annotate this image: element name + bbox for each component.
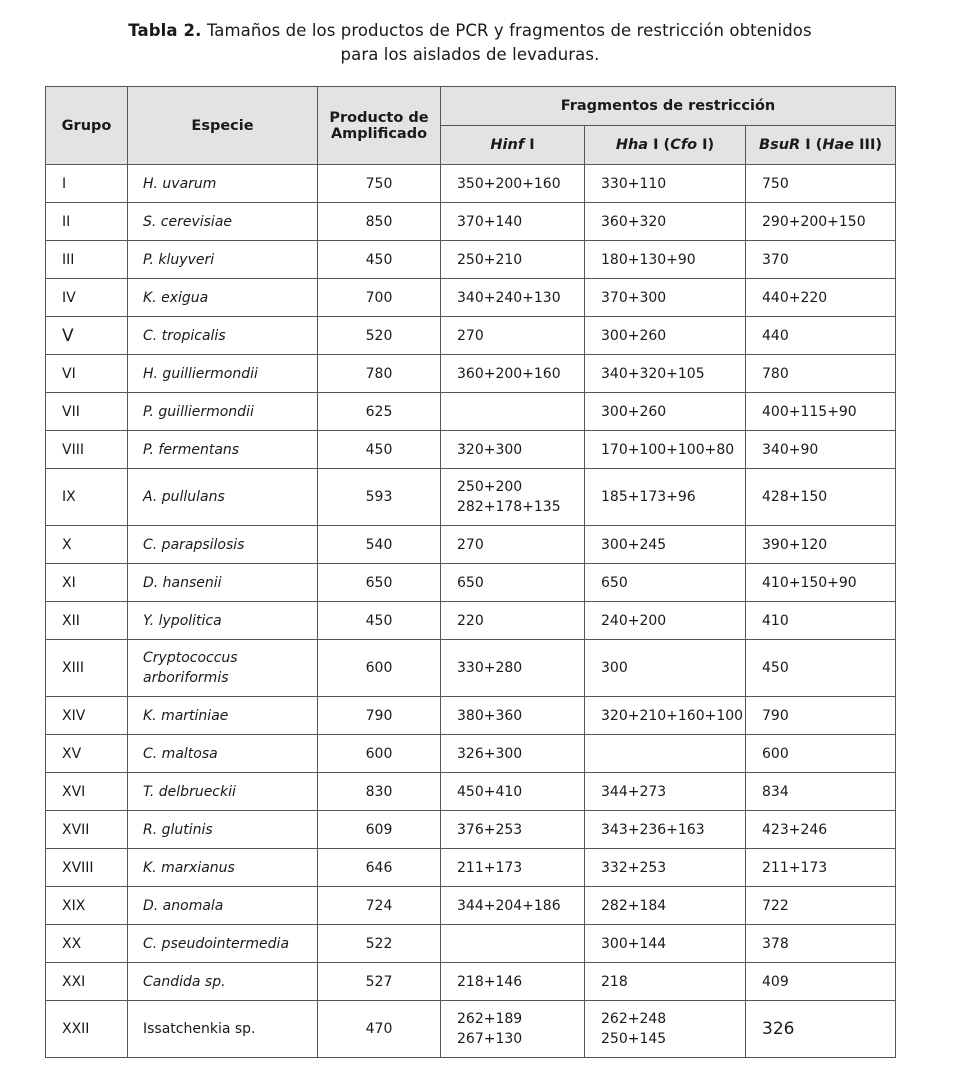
table-row xyxy=(46,887,896,925)
cell-grupo: V xyxy=(46,317,128,355)
cell-bsur: 410 xyxy=(746,602,896,640)
caption-line-1 xyxy=(0,19,940,43)
cell-hinf: 270 xyxy=(441,526,585,564)
table-row xyxy=(46,811,896,849)
cell-producto: 600 xyxy=(318,735,441,773)
cell-grupo: II xyxy=(46,203,128,241)
cell-producto: 450 xyxy=(318,241,441,279)
cell-bsur: 410+150+90 xyxy=(746,564,896,602)
cell-producto: 520 xyxy=(318,317,441,355)
table-row xyxy=(46,279,896,317)
table-row xyxy=(46,963,896,1001)
cell-producto: 724 xyxy=(318,887,441,925)
cell-especie: R. glutinis xyxy=(128,811,318,849)
cell-producto: 450 xyxy=(318,602,441,640)
cell-bsur: 409 xyxy=(746,963,896,1001)
cell-grupo: XV xyxy=(46,735,128,773)
cell-hha: 185+173+96 xyxy=(585,469,746,526)
cell-hha-line-1: 262+248 xyxy=(601,1011,667,1027)
cell-producto: 650 xyxy=(318,564,441,602)
caption-line-2: para los aislados de levaduras. xyxy=(340,45,600,64)
cell-hha: 370+300 xyxy=(585,279,746,317)
cell-especie: K. martiniae xyxy=(128,697,318,735)
table-row xyxy=(46,1001,896,1058)
header-bsur xyxy=(746,126,896,165)
header-hha-enzyme: Hha xyxy=(615,137,649,153)
cell-especie xyxy=(128,640,318,697)
table-row xyxy=(46,697,896,735)
cell-hinf: 220 xyxy=(441,602,585,640)
table-row xyxy=(46,773,896,811)
cell-hha: 218 xyxy=(585,963,746,1001)
cell-hinf: 370+140 xyxy=(441,203,585,241)
cell-hinf-line-1: 250+200 xyxy=(457,479,523,495)
cell-hinf: 376+253 xyxy=(441,811,585,849)
cell-hha: 343+236+163 xyxy=(585,811,746,849)
cell-producto: 780 xyxy=(318,355,441,393)
cell-especie: D. hansenii xyxy=(128,564,318,602)
cell-hinf: 350+200+160 xyxy=(441,165,585,203)
cell-hha: 344+273 xyxy=(585,773,746,811)
cell-bsur: 340+90 xyxy=(746,431,896,469)
cell-hha: 340+320+105 xyxy=(585,355,746,393)
cell-grupo: III xyxy=(46,241,128,279)
cell-grupo: XXI xyxy=(46,963,128,1001)
cell-hha: 240+200 xyxy=(585,602,746,640)
cell-grupo: XI xyxy=(46,564,128,602)
table-row xyxy=(46,203,896,241)
cell-producto: 700 xyxy=(318,279,441,317)
pcr-results-table xyxy=(45,86,896,1058)
cell-producto: 625 xyxy=(318,393,441,431)
table-row xyxy=(46,735,896,773)
cell-hinf xyxy=(441,393,585,431)
table-row xyxy=(46,526,896,564)
cell-hha: 300+260 xyxy=(585,393,746,431)
cell-especie: C. tropicalis xyxy=(128,317,318,355)
cell-hha: 650 xyxy=(585,564,746,602)
table-row xyxy=(46,317,896,355)
header-hha xyxy=(585,126,746,165)
cell-bsur: 834 xyxy=(746,773,896,811)
header-hinf-enzyme: Hinf xyxy=(490,137,525,153)
cell-hinf: 450+410 xyxy=(441,773,585,811)
cell-hinf: 380+360 xyxy=(441,697,585,735)
cell-hinf: 326+300 xyxy=(441,735,585,773)
caption-text-1: Tamaños de los productos de PCR y fragmentos de restricción obtenidos xyxy=(206,21,812,40)
cell-hha xyxy=(585,735,746,773)
table-row xyxy=(46,355,896,393)
header-especie: Especie xyxy=(128,87,318,165)
cell-producto: 527 xyxy=(318,963,441,1001)
cell-especie: K. marxianus xyxy=(128,849,318,887)
cell-grupo: XIV xyxy=(46,697,128,735)
cell-producto: 830 xyxy=(318,773,441,811)
cell-producto: 600 xyxy=(318,640,441,697)
cell-bsur: 390+120 xyxy=(746,526,896,564)
cell-bsur: 440 xyxy=(746,317,896,355)
cell-hha: 300+144 xyxy=(585,925,746,963)
table-row xyxy=(46,241,896,279)
cell-bsur: 370 xyxy=(746,241,896,279)
header-hae-enzyme: Hae xyxy=(822,137,855,153)
cell-bsur: 326 xyxy=(746,1001,896,1058)
cell-bsur: 400+115+90 xyxy=(746,393,896,431)
cell-especie-line-2: arboriformis xyxy=(143,670,229,686)
cell-hha: 332+253 xyxy=(585,849,746,887)
cell-especie: C. maltosa xyxy=(128,735,318,773)
cell-especie: Candida sp. xyxy=(128,963,318,1001)
cell-bsur: 790 xyxy=(746,697,896,735)
cell-hinf: 330+280 xyxy=(441,640,585,697)
cell-grupo: IV xyxy=(46,279,128,317)
cell-especie: H. uvarum xyxy=(128,165,318,203)
cell-hinf-line-1: 262+189 xyxy=(457,1011,523,1027)
caption-label: Tabla 2. xyxy=(128,21,202,40)
cell-hha: 300+260 xyxy=(585,317,746,355)
cell-hha xyxy=(585,1001,746,1058)
cell-producto: 470 xyxy=(318,1001,441,1058)
cell-especie: C. pseudointermedia xyxy=(128,925,318,963)
cell-especie: P. guilliermondii xyxy=(128,393,318,431)
cell-especie: P. fermentans xyxy=(128,431,318,469)
cell-especie: D. anomala xyxy=(128,887,318,925)
table-row xyxy=(46,165,896,203)
header-producto xyxy=(318,87,441,165)
cell-producto: 540 xyxy=(318,526,441,564)
cell-hha: 320+210+160+100 xyxy=(585,697,746,735)
cell-hinf: 650 xyxy=(441,564,585,602)
cell-hha: 300+245 xyxy=(585,526,746,564)
cell-grupo: XVII xyxy=(46,811,128,849)
cell-grupo: XIX xyxy=(46,887,128,925)
cell-hinf xyxy=(441,469,585,526)
cell-grupo: VI xyxy=(46,355,128,393)
table-row xyxy=(46,925,896,963)
header-fragmentos: Fragmentos de restricción xyxy=(441,87,896,126)
header-hha-mid: I ( xyxy=(648,137,671,153)
cell-especie: P. kluyveri xyxy=(128,241,318,279)
cell-hha: 180+130+90 xyxy=(585,241,746,279)
cell-hha: 300 xyxy=(585,640,746,697)
cell-hha: 170+100+100+80 xyxy=(585,431,746,469)
header-bsur-mid: I ( xyxy=(800,137,823,153)
header-producto-line-2: Amplificado xyxy=(330,125,428,142)
cell-bsur: 722 xyxy=(746,887,896,925)
cell-hha-line-2: 250+145 xyxy=(601,1031,667,1047)
header-hinf xyxy=(441,126,585,165)
cell-hinf: 340+240+130 xyxy=(441,279,585,317)
cell-hinf: 218+146 xyxy=(441,963,585,1001)
cell-hinf xyxy=(441,925,585,963)
table-row xyxy=(46,469,896,526)
table-row xyxy=(46,431,896,469)
cell-grupo: XX xyxy=(46,925,128,963)
cell-especie: Issatchenkia sp. xyxy=(128,1001,318,1058)
header-bsur-enzyme: BsuR xyxy=(759,137,801,153)
header-hinf-suffix: I xyxy=(524,137,535,153)
header-grupo: Grupo xyxy=(46,87,128,165)
cell-producto: 522 xyxy=(318,925,441,963)
cell-hinf: 344+204+186 xyxy=(441,887,585,925)
header-hha-end: I) xyxy=(697,137,715,153)
header-producto-line-1: Producto de xyxy=(329,109,429,126)
cell-bsur: 440+220 xyxy=(746,279,896,317)
cell-grupo: I xyxy=(46,165,128,203)
cell-hinf: 270 xyxy=(441,317,585,355)
cell-especie: A. pullulans xyxy=(128,469,318,526)
cell-grupo: X xyxy=(46,526,128,564)
cell-producto: 850 xyxy=(318,203,441,241)
cell-bsur: 423+246 xyxy=(746,811,896,849)
cell-grupo: VIII xyxy=(46,431,128,469)
cell-hinf-line-2: 267+130 xyxy=(457,1031,523,1047)
cell-especie: C. parapsilosis xyxy=(128,526,318,564)
cell-grupo: XXII xyxy=(46,1001,128,1058)
cell-producto: 790 xyxy=(318,697,441,735)
cell-hinf: 211+173 xyxy=(441,849,585,887)
cell-especie: T. delbrueckii xyxy=(128,773,318,811)
table-row xyxy=(46,640,896,697)
cell-hha: 360+320 xyxy=(585,203,746,241)
cell-producto: 450 xyxy=(318,431,441,469)
cell-hinf-line-2: 282+178+135 xyxy=(457,499,561,515)
cell-especie: S. cerevisiae xyxy=(128,203,318,241)
cell-hha: 330+110 xyxy=(585,165,746,203)
table-row xyxy=(46,849,896,887)
cell-hinf: 360+200+160 xyxy=(441,355,585,393)
cell-hinf: 250+210 xyxy=(441,241,585,279)
cell-producto: 750 xyxy=(318,165,441,203)
cell-hinf: 320+300 xyxy=(441,431,585,469)
cell-bsur: 378 xyxy=(746,925,896,963)
cell-especie: Y. lypolitica xyxy=(128,602,318,640)
cell-hinf xyxy=(441,1001,585,1058)
header-cfo-enzyme: Cfo xyxy=(670,137,698,153)
table-row xyxy=(46,564,896,602)
cell-producto: 646 xyxy=(318,849,441,887)
cell-bsur: 750 xyxy=(746,165,896,203)
cell-bsur: 600 xyxy=(746,735,896,773)
table-row xyxy=(46,602,896,640)
cell-especie: K. exigua xyxy=(128,279,318,317)
cell-grupo: XIII xyxy=(46,640,128,697)
cell-grupo: IX xyxy=(46,469,128,526)
header-bsur-end: III) xyxy=(854,137,882,153)
cell-grupo: VII xyxy=(46,393,128,431)
cell-bsur: 428+150 xyxy=(746,469,896,526)
table-caption xyxy=(0,19,940,67)
cell-especie-line-1: Cryptococcus xyxy=(143,650,238,666)
cell-hha: 282+184 xyxy=(585,887,746,925)
cell-grupo: XVI xyxy=(46,773,128,811)
cell-bsur: 780 xyxy=(746,355,896,393)
cell-bsur: 450 xyxy=(746,640,896,697)
cell-especie: H. guilliermondii xyxy=(128,355,318,393)
cell-grupo: XII xyxy=(46,602,128,640)
table-row xyxy=(46,393,896,431)
cell-producto: 609 xyxy=(318,811,441,849)
cell-bsur: 211+173 xyxy=(746,849,896,887)
cell-bsur: 290+200+150 xyxy=(746,203,896,241)
cell-producto: 593 xyxy=(318,469,441,526)
cell-grupo: XVIII xyxy=(46,849,128,887)
